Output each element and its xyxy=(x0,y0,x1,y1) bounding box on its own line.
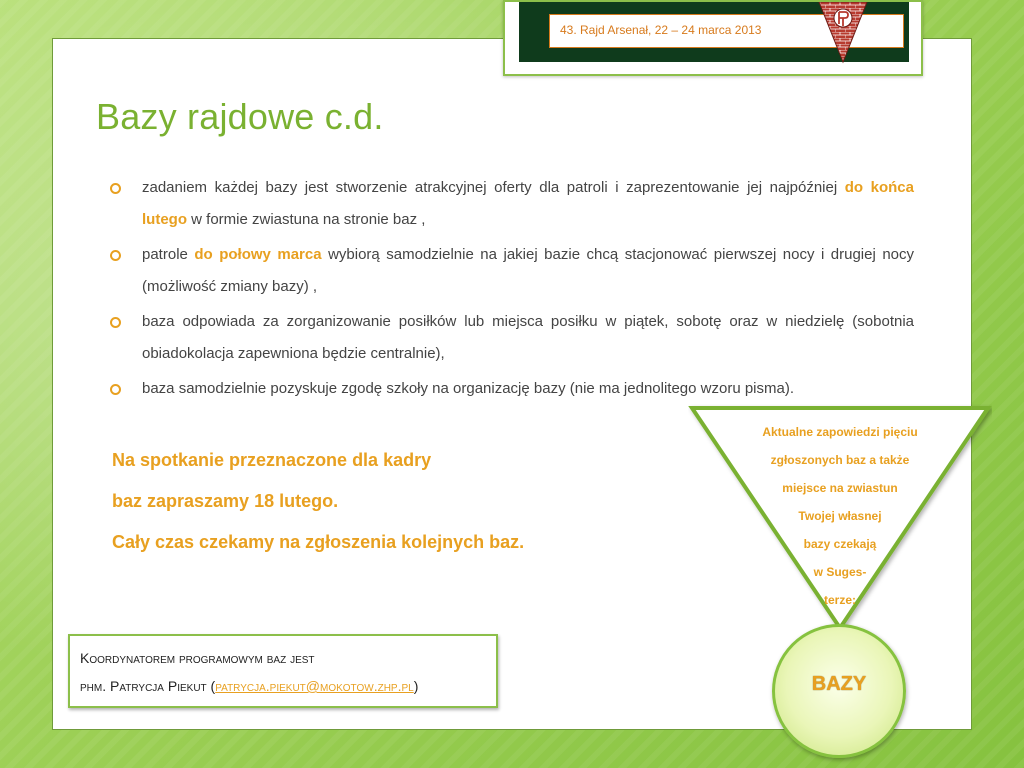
coordinator-box xyxy=(68,634,498,708)
coordinator-name-line xyxy=(80,678,418,694)
bullet-highlight: do końca lutego xyxy=(142,179,914,228)
coordinator-heading: Koordynatorem programowym baz jest xyxy=(80,650,315,666)
circle-bullet-icon xyxy=(110,317,121,328)
bullet-text: w formie zwiastuna na stronie baz , xyxy=(187,211,426,228)
funnel-line: zgłoszonych baz a także xyxy=(770,453,910,467)
circle-bullet-icon xyxy=(110,250,121,261)
funnel-callout-text xyxy=(730,418,950,614)
meeting-line: baz zapraszamy 18 lutego. xyxy=(112,491,339,511)
coordinator-paren-close: ) xyxy=(413,678,419,694)
meeting-announcement xyxy=(112,440,524,563)
bullet-text: patrole xyxy=(142,246,195,263)
event-label: 43. Rajd Arsenał, 22 – 24 marca 2013 xyxy=(560,23,762,37)
header-dark-band xyxy=(519,2,909,62)
bullet-list xyxy=(110,172,914,408)
funnel-line: Aktualne zapowiedzi pięciu xyxy=(762,425,918,439)
funnel-line: miejsce na zwiastun xyxy=(782,481,898,495)
brick-pennant-icon xyxy=(815,2,871,64)
coordinator-email-link[interactable]: patrycja.piekut@mokotow.zhp.pl xyxy=(215,678,414,694)
meeting-line: Cały czas czekamy na zgłoszenia kolejnych baz. xyxy=(112,532,525,552)
slide-title: Bazy rajdowe c.d. xyxy=(96,96,384,137)
bullet-text: baza samodzielnie pozyskuje zgodę szkoły na organizację bazy (nie ma jednolitego wzoru pisma). xyxy=(142,380,795,397)
bullet-text: wybiorą samodzielnie na jakiej bazie chcą stacjonować pierwszej nocy i drugiej nocy (możliwość zmiany bazy) , xyxy=(142,246,915,295)
bazy-button[interactable] xyxy=(772,624,906,758)
funnel-line: terze: xyxy=(823,593,856,607)
circle-bullet-icon xyxy=(110,384,121,395)
funnel-line: w Suges- xyxy=(813,565,867,579)
funnel-line: bazy czekają xyxy=(803,537,877,551)
bullet-highlight: do połowy marca xyxy=(194,246,322,263)
funnel-line: Twojej własnej xyxy=(798,509,882,523)
bullet-item xyxy=(110,306,914,370)
meeting-line: Na spotkanie przeznaczone dla kadry xyxy=(112,450,432,470)
coordinator-name: phm. Patrycja Piekut ( xyxy=(80,678,216,694)
circle-bullet-icon xyxy=(110,183,121,194)
bullet-item xyxy=(110,373,914,405)
bullet-text: baza odpowiada za zorganizowanie posiłków lub miejsca posiłku w piątek, sobotę oraz w niedzielę (sobotnia obiadokolacja zapewniona będzie centralnie), xyxy=(142,313,914,362)
header-banner xyxy=(503,0,923,76)
bazy-button-label: BAZY xyxy=(811,673,867,695)
bullet-item xyxy=(110,172,914,236)
bullet-item xyxy=(110,239,914,303)
bullet-text: zadaniem każdej bazy jest stworzenie atrakcyjnej oferty dla patroli i zaprezentowanie jej najpóźniej xyxy=(142,179,845,196)
